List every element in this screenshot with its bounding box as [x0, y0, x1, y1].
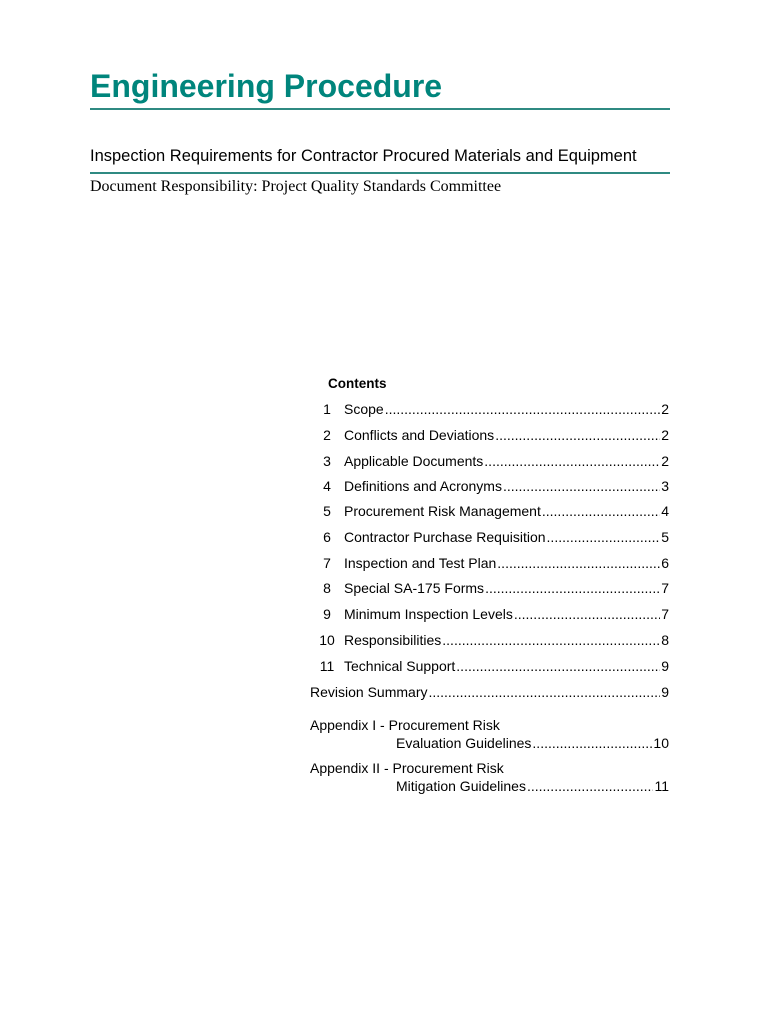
toc-label: Procurement Risk Management — [344, 503, 541, 519]
toc-number: 10 — [319, 632, 335, 648]
document-subtitle: Inspection Requirements for Contractor Procured Materials and Equipment — [90, 147, 637, 165]
toc-leader-dots — [456, 656, 660, 676]
toc-page-number: 3 — [661, 478, 669, 494]
toc-number: 6 — [323, 529, 331, 545]
toc-page-number: 2 — [661, 453, 669, 469]
toc-leader-dots — [532, 734, 652, 752]
toc-entry-appendix[interactable] — [310, 716, 669, 752]
toc-page-number: 10 — [653, 735, 669, 751]
toc-number: 2 — [323, 427, 331, 443]
toc-label: Scope — [344, 401, 384, 417]
toc-page-number: 4 — [661, 503, 669, 519]
document-title: Engineering Procedure — [90, 68, 443, 104]
toc-entry[interactable] — [310, 451, 669, 471]
toc-entry[interactable] — [310, 476, 669, 496]
toc-page-number: 6 — [661, 555, 669, 571]
toc-leader-dots — [514, 604, 660, 624]
toc-label: Applicable Documents — [344, 453, 484, 469]
toc-entry[interactable] — [310, 501, 669, 521]
toc-entry-revision-summary[interactable] — [310, 682, 669, 702]
toc-entry-appendix[interactable] — [310, 759, 669, 795]
toc-label: Minimum Inspection Levels — [344, 606, 513, 622]
toc-page-number: 9 — [661, 684, 669, 700]
toc-number: 4 — [323, 478, 331, 494]
toc-leader-dots — [495, 425, 660, 445]
toc-label: Responsibilities — [344, 632, 442, 648]
toc-label: Special SA-175 Forms — [344, 580, 485, 596]
toc-page-number: 2 — [661, 401, 669, 417]
toc-entry[interactable] — [310, 399, 669, 419]
document-responsibility: Document Responsibility: Project Quality Standards Committee — [90, 178, 502, 195]
toc-number: 8 — [323, 580, 331, 596]
toc-leader-dots — [385, 399, 661, 419]
toc-leader-dots — [442, 630, 660, 650]
toc-leader-dots — [527, 777, 653, 795]
toc-number: 1 — [323, 401, 331, 417]
toc-entry[interactable] — [310, 578, 669, 598]
toc-appendix-subtitle-row — [396, 734, 669, 752]
toc-label: Definitions and Acronyms — [344, 478, 502, 494]
toc-label: Technical Support — [344, 658, 456, 674]
toc-page-number: 7 — [661, 606, 669, 622]
toc-number: 3 — [323, 453, 331, 469]
toc-appendix-subtitle: Evaluation Guidelines — [396, 735, 532, 751]
toc-label: Conflicts and Deviations — [344, 427, 495, 443]
contents-heading: Contents — [328, 376, 387, 391]
toc-entry[interactable] — [310, 604, 669, 624]
toc-leader-dots — [542, 501, 660, 521]
toc-page-number: 5 — [661, 529, 669, 545]
toc-entry[interactable] — [310, 630, 669, 650]
toc-page-number: 7 — [661, 580, 669, 596]
toc-label: Revision Summary — [310, 684, 428, 700]
toc-appendix-title: Appendix II - Procurement Risk — [310, 760, 504, 776]
toc-number: 11 — [319, 658, 335, 674]
toc-label: Contractor Purchase Requisition — [344, 529, 546, 545]
toc-entry[interactable] — [310, 425, 669, 445]
title-divider — [90, 108, 670, 110]
toc-page-number: 11 — [654, 778, 669, 794]
toc-leader-dots — [484, 451, 660, 471]
toc-leader-dots — [547, 527, 661, 547]
toc-entry[interactable] — [310, 656, 669, 676]
toc-entry[interactable] — [310, 553, 669, 573]
toc-label: Inspection and Test Plan — [344, 555, 497, 571]
toc-page-number: 2 — [661, 427, 669, 443]
toc-entry[interactable] — [310, 527, 669, 547]
toc-page-number: 9 — [661, 658, 669, 674]
toc-leader-dots — [485, 578, 660, 598]
toc-leader-dots — [503, 476, 660, 496]
toc-appendix-title: Appendix I - Procurement Risk — [310, 717, 500, 733]
toc-number: 7 — [323, 555, 331, 571]
subtitle-divider — [90, 172, 670, 174]
toc-number: 5 — [323, 503, 331, 519]
toc-leader-dots — [497, 553, 660, 573]
toc-appendix-subtitle-row — [396, 777, 669, 795]
toc-appendix-subtitle: Mitigation Guidelines — [396, 778, 526, 794]
toc-number: 9 — [323, 606, 331, 622]
toc-leader-dots — [428, 682, 660, 702]
toc-page-number: 8 — [661, 632, 669, 648]
